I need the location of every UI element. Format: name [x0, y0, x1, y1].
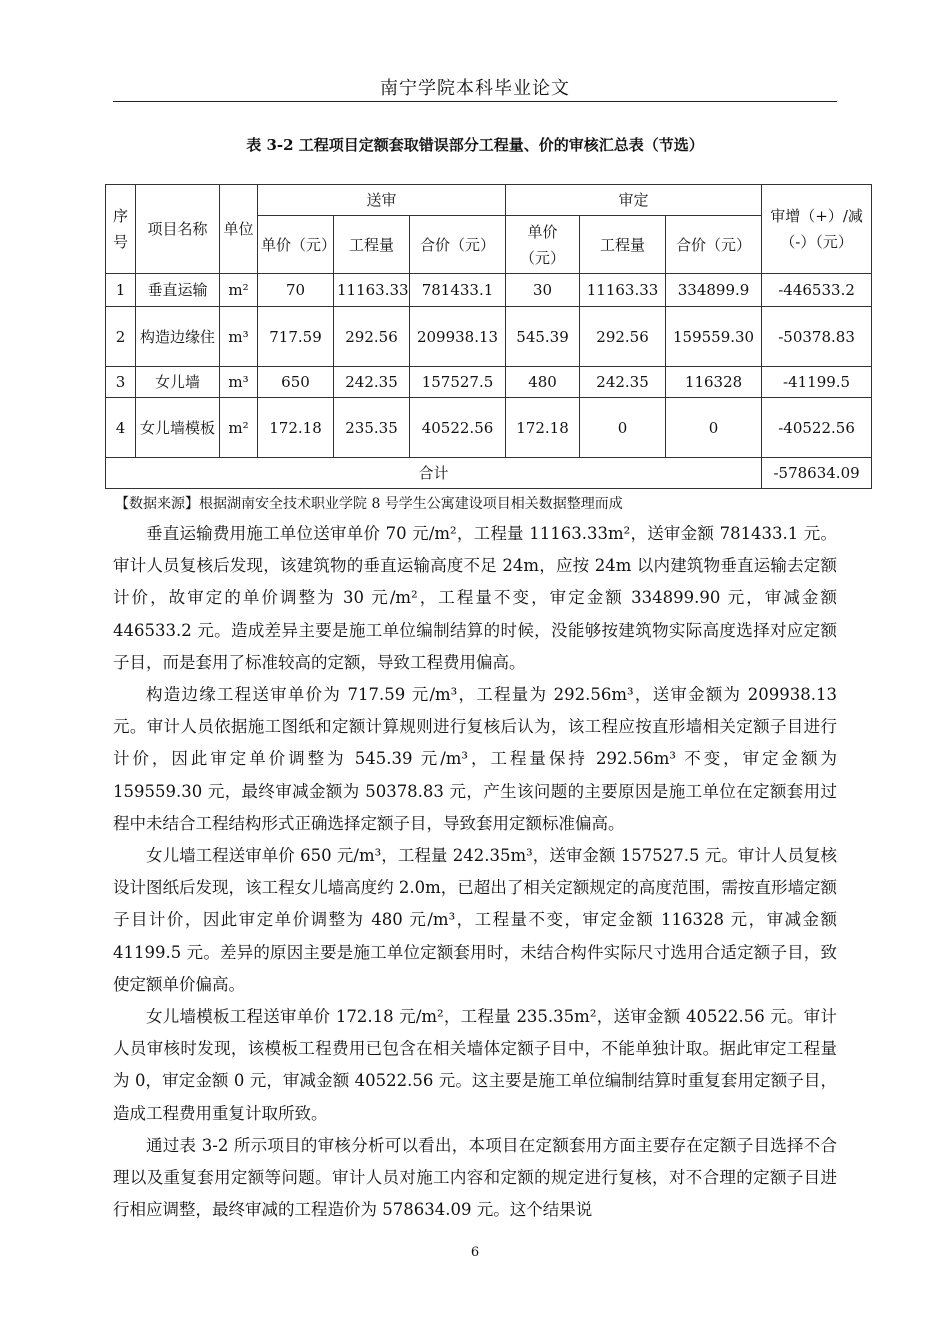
row-app-qty: 292.56: [580, 307, 666, 367]
row-sub-price: 172.18: [258, 398, 334, 458]
row-unit: m²: [220, 274, 258, 307]
row-sub-total: 209938.13: [410, 307, 506, 367]
total-value: -578634.09: [762, 458, 872, 489]
row-app-total: 116328: [666, 367, 762, 398]
row-name: 构造边缘住: [136, 307, 220, 367]
row-sub-qty: 11163.33: [334, 274, 410, 307]
row-name: 女儿墙: [136, 367, 220, 398]
row-sub-total: 157527.5: [410, 367, 506, 398]
row-sub-price: 70: [258, 274, 334, 307]
table-row: [106, 307, 872, 367]
header-sub-qty: 工程量: [334, 216, 410, 274]
header-unit: 单位: [220, 185, 258, 274]
row-sub-qty: 235.35: [334, 398, 410, 458]
header-name: 项目名称: [136, 185, 220, 274]
header-app-total: 合价（元）: [666, 216, 762, 274]
total-label: 合计: [106, 458, 762, 489]
table-row: [106, 398, 872, 458]
header-diff: 审增（+）/减（-）（元）: [762, 185, 872, 274]
paragraph: 女儿墙模板工程送审单价 172.18 元/m²，工程量 235.35m²，送审金额 40522.56 元。审计人员审核时发现，该模板工程费用已包含在相关墙体定额子目中，不能单独计取。据此审定工程量为 0，审定金额 0 元，审减金额 40522.56 元。这主要是施工单位编制结算时重复套用定额子目，造成工程费用重复计取所致。: [113, 1007, 837, 1123]
row-seq: 3: [106, 367, 136, 398]
row-diff: -50378.83: [762, 307, 872, 367]
row-diff: -40522.56: [762, 398, 872, 458]
header-sub-total: 合价（元）: [410, 216, 506, 274]
row-app-total: 159559.30: [666, 307, 762, 367]
row-app-qty: 11163.33: [580, 274, 666, 307]
audit-table: [105, 184, 872, 489]
row-app-price: 480: [506, 367, 580, 398]
header-approved: 审定: [506, 185, 762, 216]
row-app-total: 334899.9: [666, 274, 762, 307]
table-row: [106, 274, 872, 307]
row-seq: 1: [106, 274, 136, 307]
row-sub-qty: 292.56: [334, 307, 410, 367]
header-submitted: 送审: [258, 185, 506, 216]
row-sub-price: 650: [258, 367, 334, 398]
table-total-row: [106, 458, 872, 489]
row-unit: m³: [220, 367, 258, 398]
row-name: 女儿墙模板: [136, 398, 220, 458]
table-title: 表 3-2 工程项目定额套取错误部分工程量、价的审核汇总表（节选）: [246, 136, 704, 154]
row-sub-total: 781433.1: [410, 274, 506, 307]
row-diff: -446533.2: [762, 274, 872, 307]
row-sub-price: 717.59: [258, 307, 334, 367]
row-sub-qty: 242.35: [334, 367, 410, 398]
row-seq: 4: [106, 398, 136, 458]
table-header-row: [106, 185, 872, 216]
row-app-qty: 0: [580, 398, 666, 458]
table-row: [106, 367, 872, 398]
row-unit: m³: [220, 307, 258, 367]
row-app-price: 30: [506, 274, 580, 307]
header-app-qty: 工程量: [580, 216, 666, 274]
header-divider: [113, 101, 837, 102]
row-name: 垂直运输: [136, 274, 220, 307]
row-seq: 2: [106, 307, 136, 367]
page-header: 南宁学院本科毕业论文: [380, 78, 570, 99]
paragraph: 通过表 3-2 所示项目的审核分析可以看出，本项目在定额套用方面主要存在定额子目选择不合理以及重复套用定额等问题。审计人员对施工内容和定额的规定进行复核，对不合理的定额子目进行相应调整，最终审减的工程造价为 578634.09 元。这个结果说: [113, 1135, 837, 1220]
page-number: 6: [470, 1245, 480, 1260]
header-app-price: 单价（元）: [506, 216, 580, 274]
header-seq: 序号: [106, 185, 136, 274]
row-unit: m²: [220, 398, 258, 458]
paragraph: 构造边缘工程送审单价为 717.59 元/m³，工程量为 292.56m³，送审金额为 209938.13 元。审计人员依据施工图纸和定额计算规则进行复核后认为，该工程应按直形墙相关定额子目进行计价，因此审定单价调整为 545.39 元/m³，工程量保持 292.56m³ 不变，审定金额为 159559.30 元，最终审减金额为 50378.83 元，产生该问题的主要原因是施工单位在定额套用过程中未结合工程结构形式正确选择定额子目，导致套用定额标准偏高。: [113, 685, 837, 833]
row-app-price: 545.39: [506, 307, 580, 367]
paragraph: 垂直运输费用施工单位送审单价 70 元/m²，工程量 11163.33m²，送审金额 781433.1 元。审计人员复核后发现，该建筑物的垂直运输高度不足 24m，应按 24m 以内建筑物垂直运输去定额计价，故审定的单价调整为 30 元/m²，工程量不变，审定金额 334899.90 元，审减金额 446533.2 元。造成差异主要是施工单位编制结算的时候，没能够按建筑物实际高度选择对应定额子目，而是套用了标准较高的定额，导致工程费用偏高。: [113, 524, 837, 672]
paragraph: 女儿墙工程送审单价 650 元/m³，工程量 242.35m³，送审金额 157527.5 元。审计人员复核设计图纸后发现，该工程女儿墙高度约 2.0m，已超出了相关定额规定的高度范围，需按直形墙定额子目计价，因此审定单价调整为 480 元/m³，工程量不变，审定金额 116328 元，审减金额 41199.5 元。差异的原因主要是施工单位定额套用时，未结合构件实际尺寸选用合适定额子目，致使定额单价偏高。: [113, 846, 837, 994]
body-text: [113, 518, 837, 1226]
row-app-total: 0: [666, 398, 762, 458]
row-sub-total: 40522.56: [410, 398, 506, 458]
header-sub-price: 单价（元）: [258, 216, 334, 274]
row-app-price: 172.18: [506, 398, 580, 458]
row-app-qty: 242.35: [580, 367, 666, 398]
row-diff: -41199.5: [762, 367, 872, 398]
source-note: 【数据来源】根据湖南安全技术职业学院 8 号学生公寓建设项目相关数据整理而成: [115, 496, 623, 512]
